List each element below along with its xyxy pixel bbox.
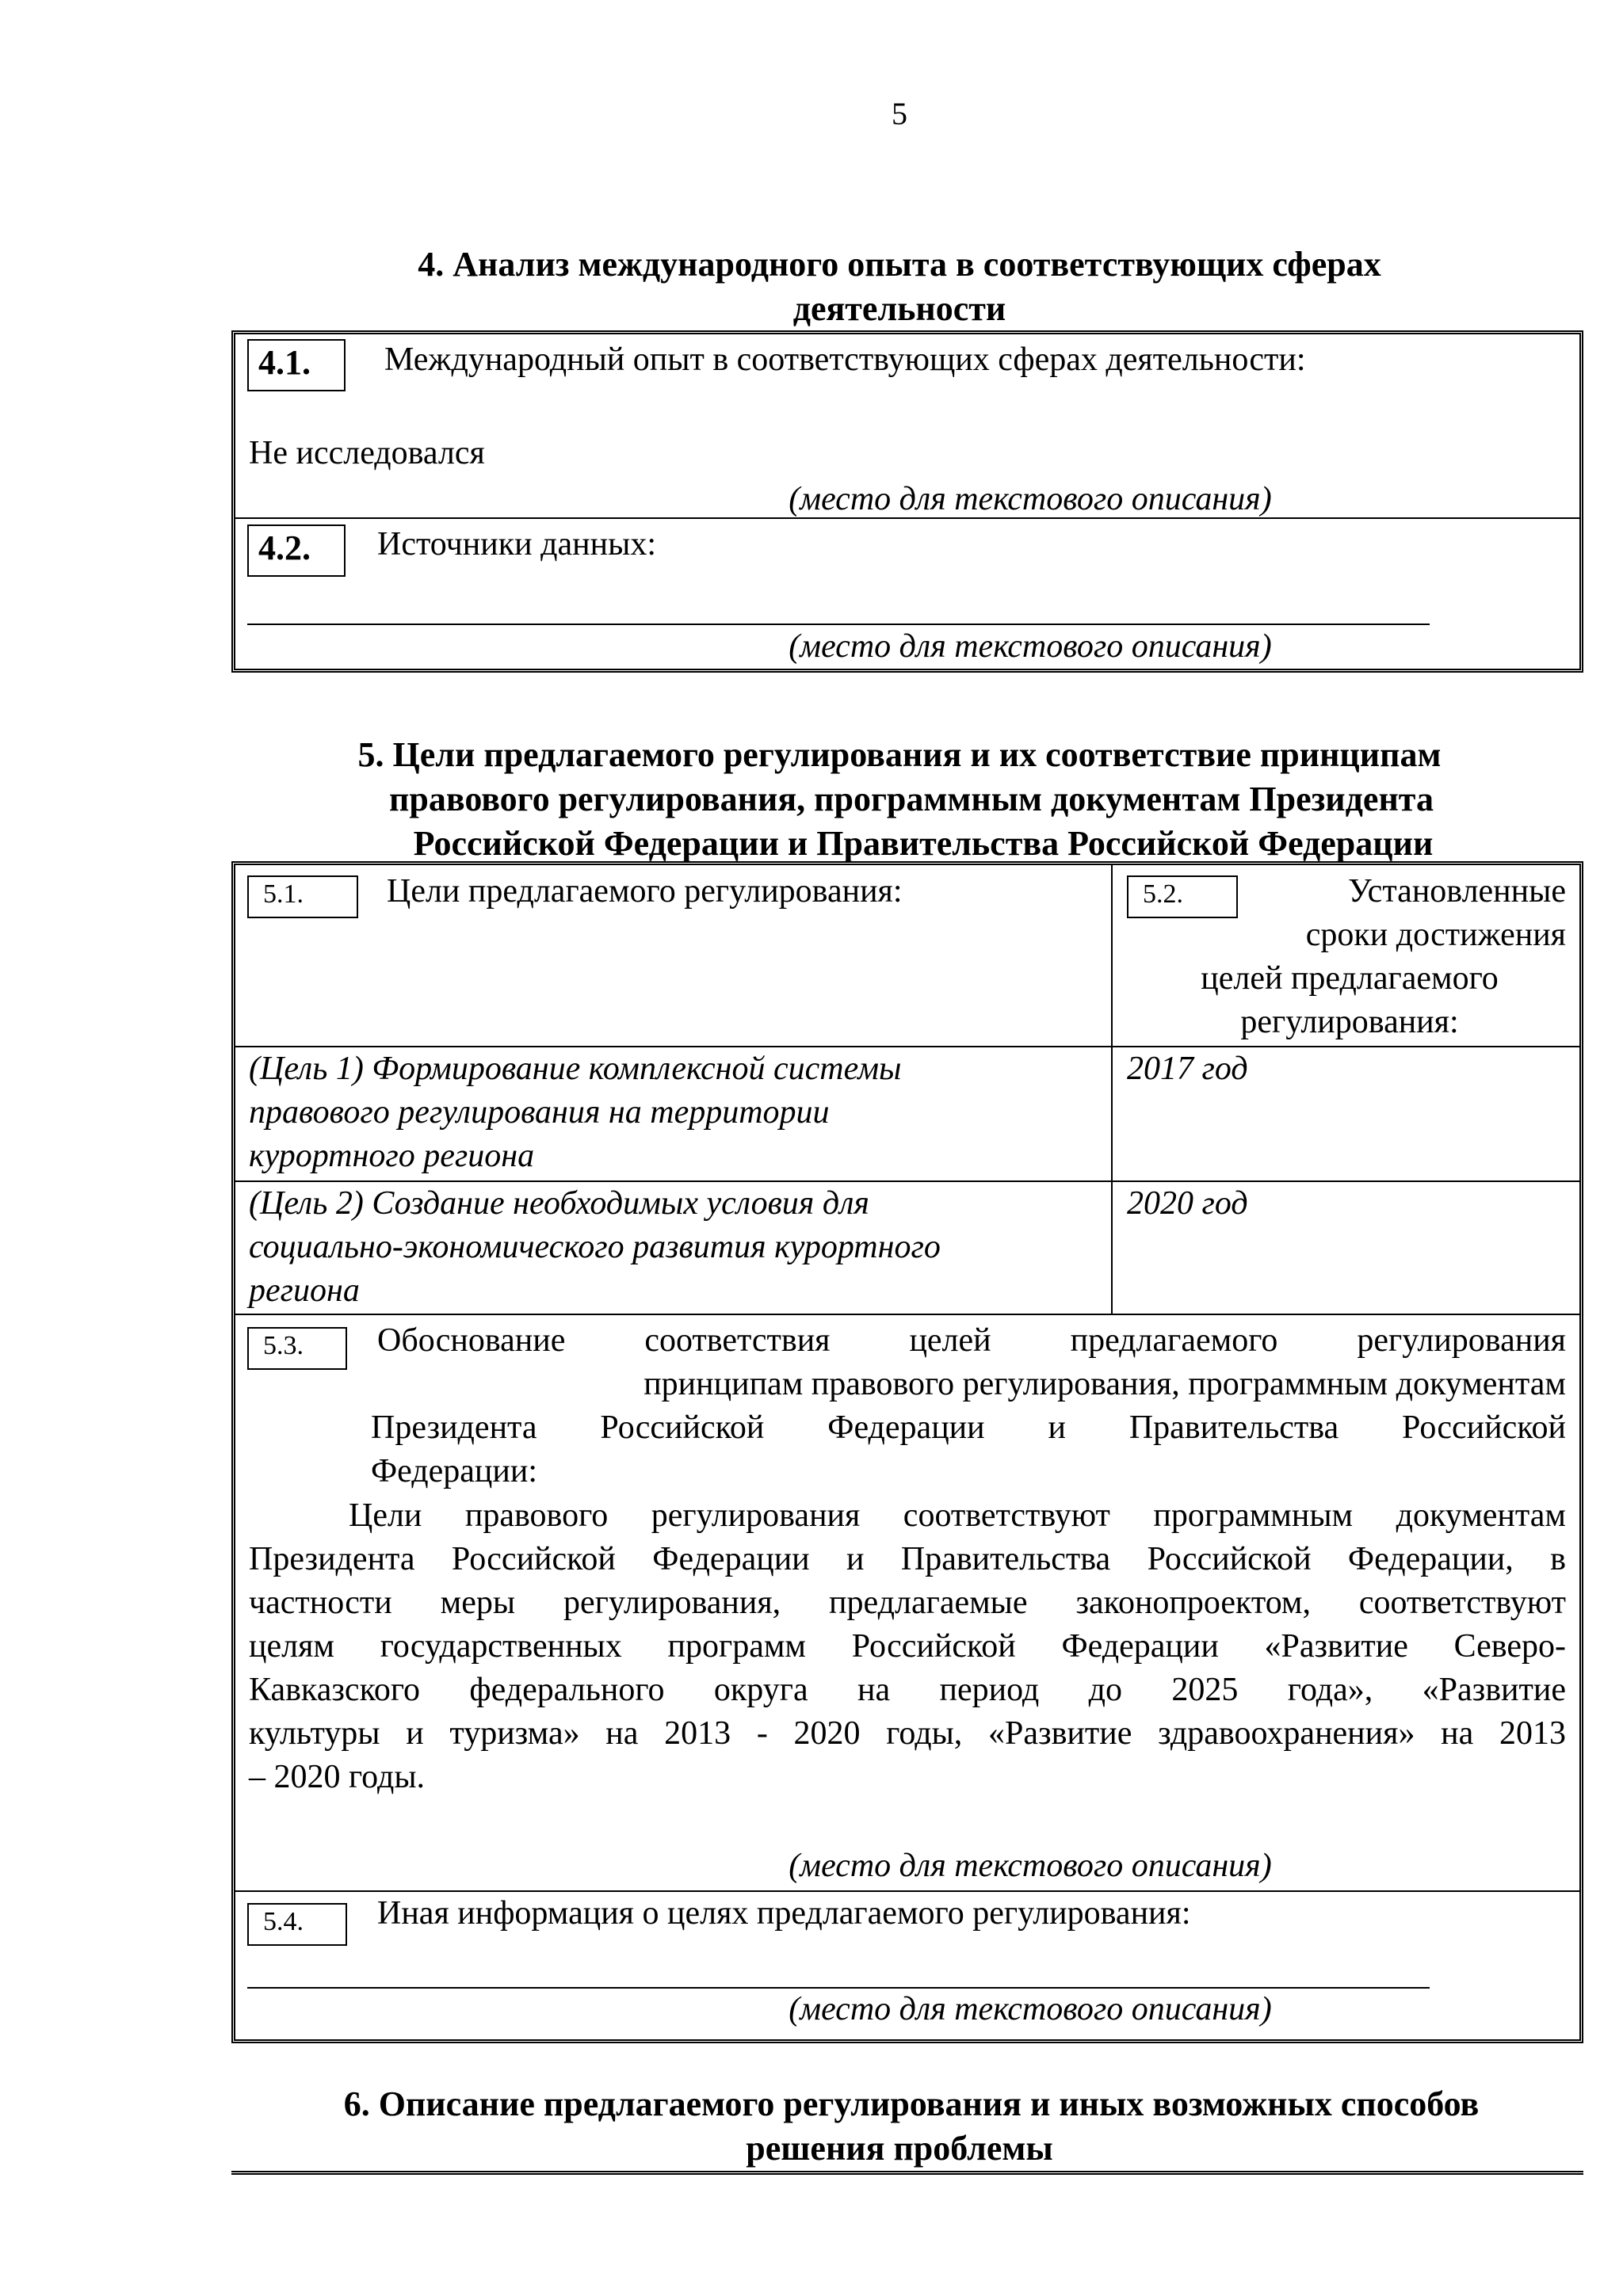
item-5-3-body-line4: целям государственных программ Российской Федерации «Развитие Северо- (249, 1628, 1566, 1665)
item-5-1-number: 5.1. (247, 875, 358, 918)
item-5-3-label-line2: принципам правового регулирования, программным документам (643, 1366, 1566, 1402)
item-5-3-body-line1: Цели правового регулирования соответствуют программным документам (349, 1497, 1566, 1534)
section-6-heading-line1: 6. Описание предлагаемого регулирования и иных возможных способов (343, 2084, 1480, 2123)
item-5-2-label-line2: сроки достижения (1305, 917, 1566, 953)
item-5-2-number: 5.2. (1127, 875, 1238, 918)
goal-1-deadline: 2017 год (1127, 1051, 1248, 1087)
goal-2-line2: социально-экономического развития курортного (249, 1229, 941, 1265)
goal-1-text (249, 1047, 901, 1178)
item-4-1-label: Международный опыт в соответствующих сферах деятельности: (384, 341, 1306, 378)
item-5-3-body-line2: Президента Российской Федерации и Правительства Российской Федерации, в (249, 1541, 1566, 1577)
goal-2-line1: (Цель 2) Создание необходимых условия для (249, 1185, 869, 1222)
item-5-3-label-line3: Президента Российской Федерации и Правительства Российской (371, 1409, 1566, 1446)
section-6-heading-line2: решения проблемы (746, 2129, 1053, 2168)
item-4-1-value: Не исследовался (249, 435, 485, 471)
item-4-2-label: Источники данных: (377, 526, 656, 563)
item-5-4-label: Иная информация о целях предлагаемого регулирования: (377, 1895, 1191, 1932)
item-5-3-body-line6: культуры и туризма» на 2013 - 2020 годы, «Развитие здравоохранения» на 2013 (249, 1715, 1566, 1752)
item-5-3-label-line4: Федерации: (371, 1453, 538, 1489)
item-5-2-label-line4: регулирования: (1240, 1004, 1459, 1040)
item-5-3-body-line5: Кавказского федерального округа на период до 2025 года», «Развитие (249, 1672, 1566, 1708)
item-5-3-caption: (место для текстового описания) (789, 1848, 1272, 1884)
goal-1-line2: правового регулирования на территории (249, 1094, 830, 1131)
item-5-3-body-line3: частности меры регулирования, предлагаемые законопроектом, соответствуют (249, 1585, 1566, 1621)
item-5-2-label-line3: целей предлагаемого (1201, 960, 1499, 997)
item-5-3-number: 5.3. (247, 1327, 347, 1370)
item-4-2-caption: (место для текстового описания) (789, 628, 1272, 665)
item-5-3-label-line1: Обоснование соответствия целей предлагаемого регулирования (377, 1322, 1566, 1359)
item-4-2-number: 4.2. (247, 524, 346, 577)
section-5-column-divider (1111, 864, 1113, 1314)
section-6-heading (230, 2082, 1569, 2171)
section-5-heading-line3: Российской Федерации и Правительства Российской Федерации (413, 824, 1434, 863)
section-4-heading (230, 242, 1569, 331)
section-4-heading-line2: деятельности (792, 289, 1006, 328)
section-4-heading-line1: 4. Анализ международного опыта в соответствующих сферах (418, 245, 1381, 284)
item-5-1-label: Цели предлагаемого регулирования: (387, 873, 903, 910)
page-number: 5 (892, 96, 907, 132)
section-5-heading (230, 733, 1569, 866)
item-4-1-number: 4.1. (247, 339, 346, 391)
goal-2-line3: региона (249, 1272, 360, 1309)
item-5-3-body (249, 1494, 1566, 1799)
goal-2-deadline: 2020 год (1127, 1185, 1248, 1222)
item-5-4-number: 5.4. (247, 1903, 347, 1946)
goal-2-text (249, 1182, 941, 1313)
item-5-3-body-line7: – 2020 годы. (249, 1759, 426, 1795)
section-5-heading-line2: правового регулирования, программным документам Президента (389, 780, 1434, 818)
section-6-table-top-border (231, 2171, 1583, 2175)
item-4-1-caption: (место для текстового описания) (789, 481, 1272, 517)
item-5-2-label-line1: Установленные (1347, 873, 1566, 910)
item-5-4-caption: (место для текстового описания) (789, 1991, 1272, 2027)
section-5-row-divider-3 (235, 1314, 1580, 1315)
goal-1-line3: курортного региона (249, 1138, 535, 1174)
section-5-heading-line1: 5. Цели предлагаемого регулирования и их соответствие принципам (357, 735, 1442, 774)
goal-1-line1: (Цель 1) Формирование комплексной системы (249, 1051, 902, 1087)
